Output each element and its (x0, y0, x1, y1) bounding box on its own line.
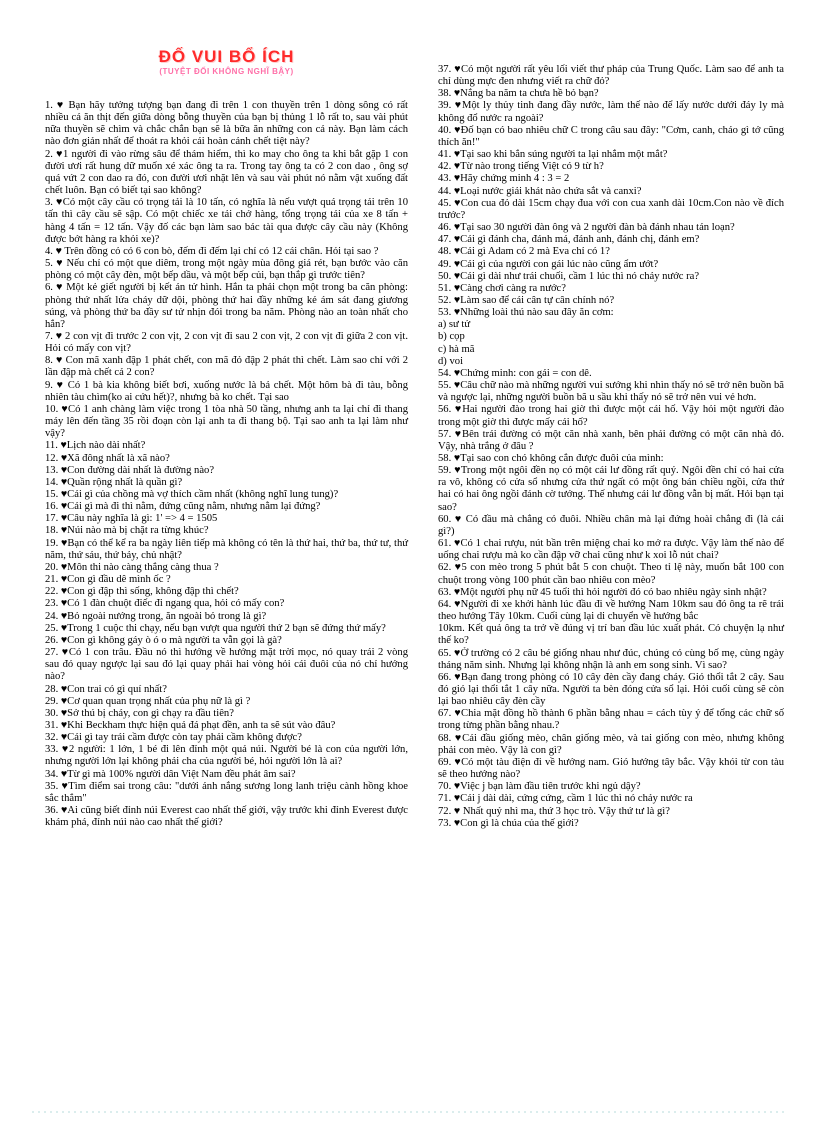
question-item: 67. ♥Chia mặt đồng hồ thành 6 phần bằng nhau = cách tùy ý để tổng các chữ số trong từng phần bằng nhau.? (438, 708, 784, 732)
question-item: 6. ♥ Một kẻ giết người bị kết án tử hình. Hắn ta phải chọn một trong ba căn phòng: phòng thứ nhất lửa cháy dữ dội, phòng thứ hai đầy những kẻ ám sát đang giương súng, và phòng thứ ba đầy sư tử nhịn đói trong ba năm. Phòng nào an toàn nhất cho hắn? (45, 282, 408, 330)
question-item: 49. ♥Cái gì của người con gái lúc nào cũng ẩm ướt? (438, 258, 659, 270)
question-item: 22. ♥Con gì đập thì sống, không đập thì chết? (45, 586, 239, 598)
page-border-decoration (30, 1111, 786, 1113)
question-item: 72. ♥ Nhất quỷ nhì ma, thứ 3 học trò. Vậy thứ tư là gì? (438, 805, 670, 817)
question-item: 2. ♥1 người đi vào rừng sâu để thám hiểm, thì ko may cho ông ta khi bắt gặp 1 con đười ươi rất hung dữ muốn xé xác ông ta ra. Trong tay ông ta có 2 con dao , ông sợ quá vứt 2 con dao ra đó, con đười ươi nhặt lên và sau vài phút nó nằm vật xuống đất chết luôn. Bạn có biết tại sao không? (45, 148, 408, 197)
question-item: 64. ♥Người đi xe khởi hành lúc đầu đi về hướng Nam 10km sau đó ông ta rẽ trái theo hướng Tây 10km. Cuối cùng lại di chuyển về hướng bắc (438, 598, 784, 623)
question-item: 44. ♥Loại nước giải khát nào chứa sắt và canxi? (438, 185, 642, 197)
question-item: 73. ♥Con gì là chúa của thế giới? (438, 817, 579, 829)
question-item: 10km. Kết quả ông ta trở về đúng vị trí ban đầu lúc xuất phát. Có chuyện lạ như thế ko? (438, 623, 784, 647)
question-item: 25. ♥Trong 1 cuộc thi chạy, nếu bạn vượt qua người thứ 2 bạn sẽ đứng thứ mấy? (45, 622, 386, 634)
question-item: 37. ♥Có một người rất yêu lối viết thư pháp của Trung Quốc. Làm sao để anh ta chỉ dùng mực đen nhưng viết ra chữ đỏ? (438, 64, 784, 88)
question-item: 14. ♥Quần rộng nhất là quần gì? (45, 476, 183, 488)
question-item: 27. ♥Có 1 con trâu. Đầu nó thì hướng về hướng mặt trời mọc, nó quay trái 2 vòng sau đó quay ngược lại sau đó lại quay phải hai vòng hỏi cái đuôi của nó chỉ hướng nào? (45, 647, 408, 683)
question-item: 69. ♥Có một tàu điện đi về hướng nam. Gió hướng tây bắc. Vậy khói từ con tàu sẽ theo hướng nào? (438, 756, 784, 781)
question-item: 26. ♥Con gì không gáy ò ó o mà người ta vẫn gọi là gà? (45, 634, 282, 646)
question-item: 4. ♥ Trên đồng cỏ có 6 con bò, đếm đi đếm lại chỉ có 12 cái chân. Hỏi tại sao ? (45, 245, 379, 257)
question-item: 31. ♥Khi Beckham thực hiện quả đá phạt đền, anh ta sẽ sút vào đâu? (45, 719, 336, 731)
question-item: 60. ♥ Có đầu mà chẳng có đuôi. Nhiều chân mà lại đứng hoài chẳng đi (là cái gì?) (438, 513, 784, 537)
question-item: 3. ♥Có một cây cầu có trọng tải là 10 tấn, có nghĩa là nếu vượt quá trọng tải trên 10 tấn thì cây cầu sẽ sập. Có một chiếc xe tải chở hàng, tổng trọng tải của xe 8 tấn + hàng 4 tấn = 12 tấn. Vậy đố các bạn làm sao bác tài qua được cây cầu này (Không được bớt hàng ra khỏi xe)? (45, 197, 408, 245)
question-item: 51. ♥Càng chơi càng ra nước? (438, 282, 566, 294)
question-item: c) hà mã (438, 343, 475, 355)
question-item: 71. ♥Cái j dài dài, cứng cứng, cầm 1 lúc thì nó chảy nước ra (438, 793, 693, 805)
question-item: 50. ♥Cái gì dài như trái chuối, cầm 1 lúc thì nó chảy nước ra? (438, 270, 700, 282)
question-item: 20. ♥Môn thi nào càng thắng càng thua ? (45, 561, 219, 573)
question-item: 18. ♥Núi nào mà bị chặt ra từng khúc? (45, 525, 209, 537)
question-item: 63. ♥Một người phụ nữ 45 tuổi thì hỏi người đó có bao nhiêu ngày sinh nhật? (438, 586, 767, 598)
question-item: 55. ♥Câu chữ nào mà những người vui sướng khi nhìn thấy nó sẽ trở nên buồn bã và ngược lại, những người buồn bã u sầu khi thấy nó sẽ trở nên vui vẻ hơn. (438, 380, 784, 404)
question-item: 12. ♥Xã đông nhất là xã nào? (45, 452, 170, 464)
question-item: 42. ♥Từ nào trong tiếng Việt có 9 từ h? (438, 161, 604, 173)
question-item: 29. ♥Cơ quan quan trọng nhất của phụ nữ là gì ? (45, 695, 251, 707)
question-item: 48. ♥Cái gì Adam có 2 mà Eva chỉ có 1? (438, 246, 610, 258)
question-item: 10. ♥Có 1 anh chàng làm việc trong 1 tòa nhà 50 tầng, nhưng anh ta lại chỉ đi thang máy lên đến tầng 35 rồi đoạn còn lại anh ta đi thang bộ. Tại sao anh ta lại làm như vậy? (45, 403, 408, 440)
question-item: 70. ♥Việc j bạn làm đầu tiên trước khi ngủ dậy? (438, 781, 641, 793)
question-item: 32. ♥Cái gì tay trái cầm được còn tay phải cầm không được? (45, 732, 302, 744)
question-item: 56. ♥Hai người đào trong hai giờ thì được một cái hố. Vậy hỏi một người đào trong một giờ thì được mấy cái hố? (438, 404, 784, 428)
question-item: 46. ♥Tại sao 30 người đàn ông và 2 người đàn bà đánh nhau tán loạn? (438, 222, 735, 234)
question-item: 57. ♥Bên trái đường có một căn nhà xanh, bên phải đường có một căn nhà đỏ. Vậy, nhà trắng ở đâu ? (438, 428, 784, 452)
question-item: 21. ♥Con gì đầu dê mình ốc ? (45, 574, 171, 586)
question-item: 34. ♥Từ gì mà 100% người dân Việt Nam đều phát âm sai? (45, 768, 296, 780)
left-question-column (45, 100, 408, 829)
question-item: 7. ♥ 2 con vịt đi trước 2 con vịt, 2 con vịt đi sau 2 con vịt, 2 con vịt đi giữa 2 con vịt. Hỏi có mấy con vịt? (45, 330, 408, 355)
question-item: b) cọp (438, 331, 465, 343)
question-item: 13. ♥Con đường dài nhất là đường nào? (45, 464, 215, 476)
question-item: 54. ♥Chứng minh: con gái = con dê. (438, 367, 592, 379)
question-item: 11. ♥Lịch nào dài nhất? (45, 440, 146, 452)
question-item: 24. ♥Bỏ ngoài nướng trong, ăn ngoài bỏ trong là gì? (45, 610, 267, 622)
question-item: 17. ♥Câu này nghĩa là gì: 1' => 4 = 1505 (45, 513, 218, 525)
question-item: 33. ♥2 người: 1 lớn, 1 bé đi lên đỉnh một quả núi. Người bé là con của người lớn, nhưng người lớn lại không phải cha của người bé, hỏi người lớn là ai? (45, 744, 408, 768)
question-item: 62. ♥5 con mèo trong 5 phút bắt 5 con chuột. Theo tỉ lệ này, muốn bắt 100 con chuột trong vòng 100 phút cần bao nhiêu con mèo? (438, 562, 784, 586)
question-item: 35. ♥Tìm điểm sai trong câu: "dưới ánh nắng sương long lanh triệu cành hồng khoe sắc thắm" (45, 780, 408, 804)
question-item: 47. ♥Cái gì đánh cha, đánh má, đánh anh, đánh chị, đánh em? (438, 234, 700, 246)
question-item: 65. ♥Ở trường có 2 câu bé giống nhau như đúc, chúng có cùng bố mẹ, cùng ngày tháng năm sinh. Nhưng lại không nhận là anh em song sinh. Vì sao? (438, 647, 784, 671)
question-item: 39. ♥Một ly thủy tinh đang đầy nước, làm thế nào để lấy nước dưới đáy ly mà không đổ nước ra ngoài? (438, 100, 784, 124)
question-item: 58. ♥Tại sao con chó không cắn được đuôi của mình: (438, 453, 664, 464)
question-item: 66. ♥Bạn đang trong phòng có 10 cây đèn cầy đang cháy. Gió thổi tắt 2 cây. Sau đó gió lại thổi tắt 1 cây nữa. Người ta bèn đóng cửa sổ lại. Hỏi cuối cùng sẽ còn lại bao nhiêu cây đèn cầy (438, 671, 784, 708)
question-item: 28. ♥Con trai có gì quí nhất? (45, 683, 167, 695)
question-item: d) voi (438, 355, 464, 367)
question-item: 36. ♥Ai cũng biết đỉnh núi Everest cao nhất thế giới, vậy trước khi đỉnh Everest được khám phá, đỉnh núi nào cao nhất thế giới? (45, 805, 408, 829)
page-title: ĐỐ VUI BỔ ÍCH (158, 47, 295, 66)
question-item: 40. ♥Đố bạn có bao nhiêu chữ C trong câu sau đây: "Cơm, canh, cháo gì tớ cũng thích ăn!" (438, 124, 784, 148)
page-subtitle: (TUYỆT ĐỐI KHÔNG NGHĨ BẬY) (159, 67, 294, 76)
question-item: 16. ♥Cái gì mà đi thì nằm, đứng cũng nằm, nhưng nằm lại đứng? (45, 501, 321, 513)
question-item: 61. ♥Có 1 chai rượu, nút bần trên miệng chai ko mở ra được. Vậy làm thế nào để uống chai rượu mà ko cần đập vỡ chai cũng như k xoi lỗ nút chai? (438, 538, 784, 562)
question-item: 43. ♥Hãy chứng minh 4 : 3 = 2 (438, 173, 570, 185)
title-block (45, 48, 408, 77)
question-item: 23. ♥Có 1 đàn chuột điếc đi ngang qua, hỏi có mấy con? (45, 598, 285, 610)
question-item: 53. ♥Những loài thú nào sau đây ăn cơm: (438, 307, 614, 319)
question-item: 19. ♥Bạn có thể kể ra ba ngày liên tiếp mà không có tên là thứ hai, thứ ba, thứ tư, thứ năm, thứ sáu, thứ bảy, chủ nhật? (45, 537, 408, 561)
question-item: 41. ♥Tại sao khi bắn súng người ta lại nhắm một mắt? (438, 149, 668, 161)
question-item: 30. ♥Sở thú bị cháy, con gì chạy ra đầu tiên? (45, 707, 234, 719)
question-item: 59. ♥Trong một ngôi đền nọ có một cái lư đồng rất quý. Ngôi đền chỉ có hai cửa ra vô, không có cửa sổ nhưng cửa thứ ngất có một ông bán chiều ngồi, cửa thứ hai có hai ông ngồi đánh cờ tướng. Thế nhưng cái lư đồng vẫn bị mất. Hỏi bạn tại sao? (438, 465, 784, 513)
question-item: 52. ♥Làm sao để cái cân tự cân chính nó? (438, 294, 615, 306)
question-item: 9. ♥ Có 1 bà kia không biết bơi, xuống nước là bả chết. Một hôm bà đi tàu, bỗng nhiên tàu chìm(ko ai cứu hết)?, nhưng bà ko chết. Tại sao (45, 379, 408, 403)
question-item: 15. ♥Cái gì của chồng mà vợ thích cầm nhất (không nghĩ lung tung)? (45, 489, 339, 500)
question-item: 38. ♥Nắng ba năm ta chưa hề bỏ bạn? (438, 88, 599, 100)
question-item: 68. ♥Cái đầu giống mèo, chân giống mèo, và tai giống con mèo, nhưng không phải con mèo. Vậy là con gì? (438, 732, 784, 756)
question-item: 5. ♥ Nếu chỉ có một que diêm, trong một ngày mùa đông giá rét, bạn bước vào căn phòng có một cây đèn, một bếp dầu, và một bếp củi, bạn thắp gì trước tiên? (45, 258, 408, 282)
question-item: 1. ♥ Bạn hãy tưởng tượng bạn đang đi trên 1 con thuyền trên 1 dòng sông có rất nhiều cá ăn thịt đến giữa dòng bỗng thuyền của bạn bị thủng 1 lỗ rất to, sau vài phút nữa thuyền sẽ chìm và chắc chắn bạn sẽ là bữa ăn những con cá này. Bạn làm cách nào đơn giản nhất để thoát ra khỏi cái hoàn cảnh chết tiệt này? (45, 100, 408, 148)
question-item: 8. ♥ Con mã xanh đập 1 phát chết, con mã đỏ đập 2 phát thì chết. Làm sao chỉ với 2 lần đập mà chết cả 2 con? (45, 355, 408, 379)
question-item: a) sư tử (438, 319, 471, 331)
question-item: 45. ♥Con cua đỏ dài 15cm chạy đua với con cua xanh dài 10cm.Con nào về đích trước? (438, 197, 784, 221)
right-question-column (438, 64, 784, 830)
